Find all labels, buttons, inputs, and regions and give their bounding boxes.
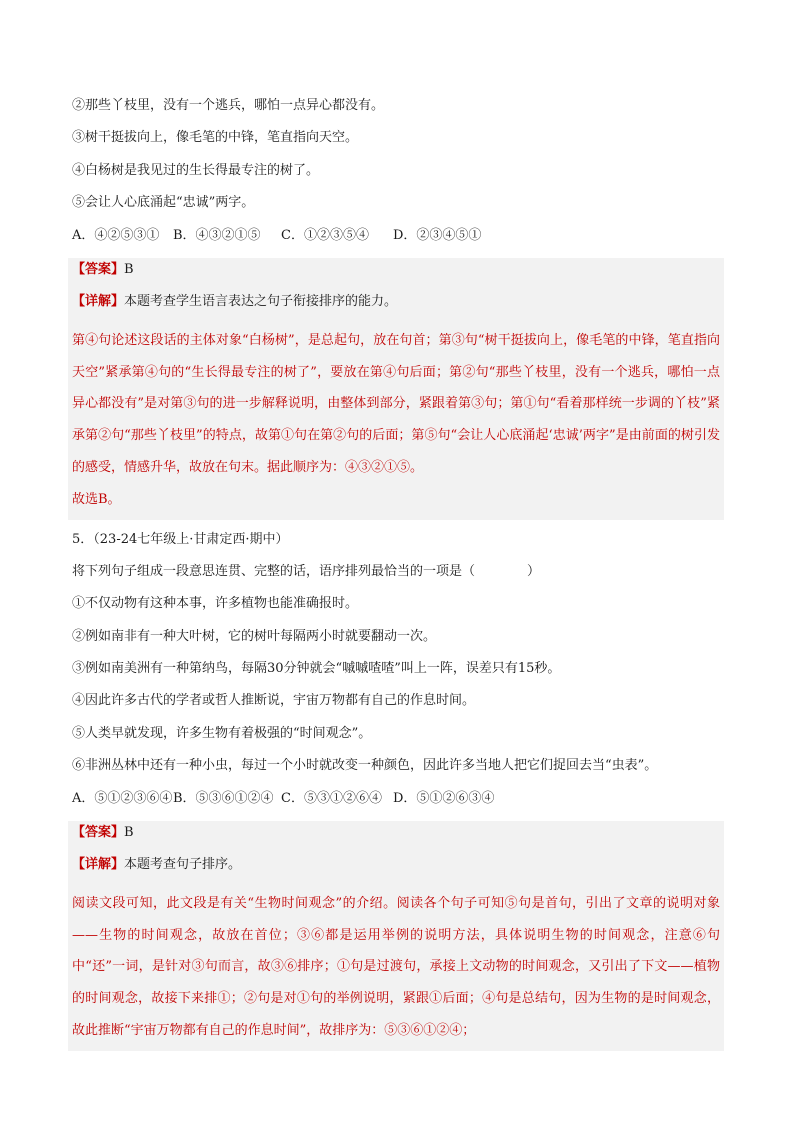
q4-detail-intro: 本题考查学生语言表达之句子衔接排序的能力。 [124, 294, 398, 310]
q4-detail-text: 第④句论述这段话的主体对象“白杨树”，是总起句，放在句首；第③句“树干挺拔向上，像毛笔的中锋，笔直指向天空”紧承第④句的“生长得最专注的树了”，要放在第④句后面；第②句“那些丫枝里，没有一个逃兵，哪怕一点异心都没有”是对第③句的进一步解释说明，由整体到部分，紧跟着第③句；第①句“看着那样统一步调的丫枝”紧承第②句“那些丫枝里”的特点，故第①句在第②句的后面；第⑤句“会让人心底涌起‘忠诚’两字”是由前面的树引发的感受，情感升华，故放在句末。据此顺序为：④③②①⑤。 [72, 332, 720, 475]
q5-sentence-6: ⑥非洲丛林中还有一种小虫，每过一个小时就改变一种颜色，因此许多当地人把它们捉回去当“虫表”。 [72, 758, 658, 774]
q4-sentence-4: ④白杨树是我见过的生长得最专注的树了。 [72, 162, 320, 178]
q5-detail-tag: 【详解】 [72, 857, 125, 873]
q4-sentence-3: ③树干挺拔向上，像毛笔的中锋，笔直指向天空。 [72, 130, 359, 146]
q4-option-b[interactable]: B．④③②①⑤ [173, 227, 261, 243]
q4-detail-intro-line [72, 292, 720, 312]
q4-answer-block [68, 258, 724, 520]
page [72, 96, 724, 1051]
q4-sentence-5: ⑤会让人心底涌起“忠诚”两字。 [72, 195, 255, 211]
q5-option-c[interactable]: C．⑤③①②⑥④ [281, 790, 382, 806]
q5-answer-tag: 【答案】 [72, 825, 125, 841]
q4-answer-value: B [124, 261, 134, 277]
q5-answer-block [68, 821, 724, 1051]
q5-options [72, 789, 724, 809]
q5-option-d[interactable]: D．⑤①②⑥③④ [393, 790, 495, 806]
q5-detail-intro-line [72, 855, 720, 875]
q4-answer [72, 260, 720, 280]
q5-sentence-2: ②例如南非有一种大叶树，它的树叶每隔两小时就要翻动一次。 [72, 628, 437, 644]
q5-sentence-1: ①不仅动物有这种本事，许多植物也能准确报时。 [72, 596, 359, 612]
q4-option-c[interactable]: C．①②③⑤④ [281, 227, 369, 243]
q4-sentence-2: ②那些丫枝里，没有一个逃兵，哪怕一点异心都没有。 [72, 98, 385, 113]
q5-answer-value: B [124, 825, 134, 841]
q5-sentence-3: ③例如南美洲有一种第纳鸟，每隔30分钟就会“嘁嘁喳喳”叫上一阵，误差只有15秒。 [72, 661, 561, 677]
q4-answer-tag: 【答案】 [72, 261, 125, 277]
q5-sentence-5: ⑤人类早就发现，许多生物有着极强的“时间观念”。 [72, 725, 372, 741]
q5-heading: 5．（23-24七年级上·甘肃定西·期中） [72, 531, 289, 547]
q5-detail-text: 阅读文段可知，此文段是有关“生物时间观念”的介绍。阅读各个句子可知⑤句是首句，引出了文章的说明对象——生物的时间观念，故放在首位；③⑥都是运用举例的说明方法，具体说明生物的时间观念，注意⑥句中“还”一词，是针对③句而言，故③⑥排序；①句是过渡句，承接上文动物的时间观念，又引出了下文——植物的时间观念，故接下来排①；②句是对①句的举例说明，紧跟①后面；④句是总结句，因为生物的是时间观念，故此推断“宇宙万物都有自己的作息时间”，故排序为：⑤③⑥①②④； [72, 895, 720, 1038]
q5-option-a[interactable]: A．⑤①②③⑥④ [72, 790, 173, 806]
q4-detail-end: 故选B。 [72, 491, 121, 507]
q4-options [72, 226, 724, 246]
q5-detail-intro: 本题考查句子排序。 [124, 857, 242, 873]
q5-option-b[interactable]: B．⑤③⑥①②④ [173, 790, 274, 806]
q4-option-d[interactable]: D．②③④⑤① [393, 227, 482, 243]
q5-sentence-4: ④因此许多古代的学者或哲人推断说，宇宙万物都有自己的作息时间。 [72, 693, 476, 709]
q5-stem: 将下列句子组成一段意思连贯、完整的话，语序排列最恰当的一项是（ ） [72, 563, 541, 579]
q4-option-a[interactable]: A．④②⑤③① [72, 227, 160, 243]
q5-answer [72, 823, 720, 843]
q4-detail-tag: 【详解】 [72, 294, 125, 310]
